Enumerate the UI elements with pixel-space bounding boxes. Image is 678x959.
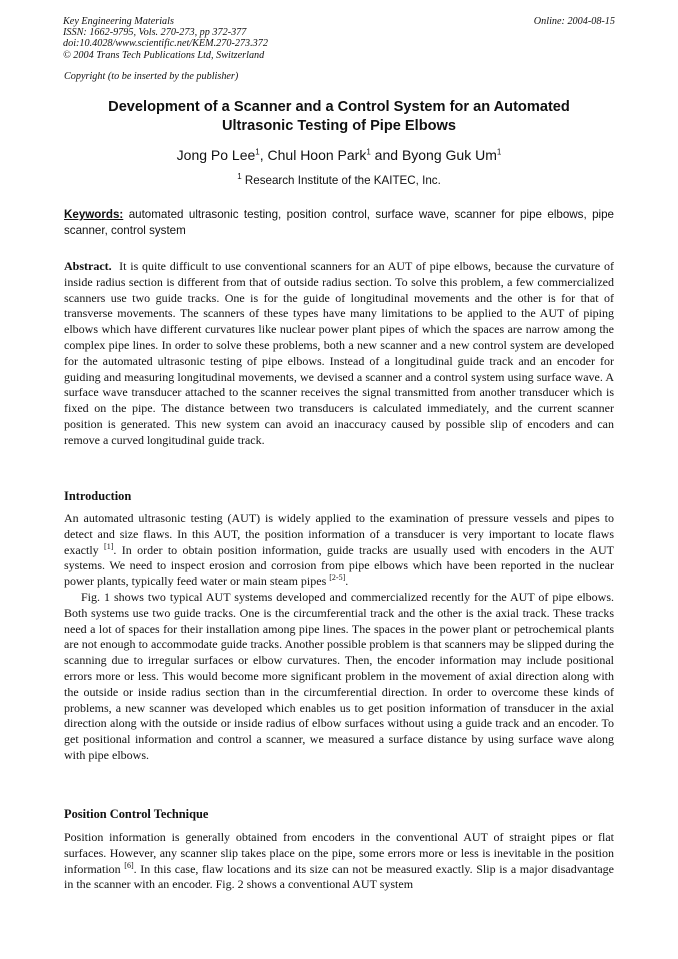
author-2: Chul Hoon Park [267,147,367,163]
keywords-label: Keywords: [64,208,124,221]
citation-6[interactable]: [6] [124,860,134,870]
pc-p1-text-a: Position information is generally obtained from encoders in the conventional AUT of straight pipes or flat surfaces. However, any scanner slip takes place on the pipe, some errors more or less is inevitable in the position information [64,830,614,876]
citation-1[interactable]: [1] [104,541,114,551]
position-control-paragraph-1 [64,830,614,893]
issn-line: ISSN: 1662-9795, Vols. 270-273, pp 372-377 [63,27,247,39]
copyright-note: Copyright (to be inserted by the publisher) [64,71,239,82]
pc-p1-text-b: . In this case, flaw locations and its size can not be measured exactly. Slip is a major disadvantage in the scanner with an encoder. Fig. 2 shows a conventional AUT system [64,861,615,892]
abstract-label: Abstract. [64,259,112,273]
introduction-paragraph-2: Fig. 1 shows two typical AUT systems developed and commercialized recently for the AUT of pipe elbows. Both systems use two guide tracks. One is the circumferential track and the other is the axial track. These tracks need a lot of spaces for their installation among pipe lines. The spaces in the power plant or petrochemical plants are not enough to accommodate guide tracks. Another possible problem is that scanners may be slipped during the scanning due to irregular surfaces or elbow curvatures. Then, the encoder information may include positional errors more or less. This would become more significant problem in the movement of axial direction along with the outside or inside radius section than in the circumferential direction. In order to overcome these kinds of problems, a new scanner was developed which enables us to get position information of transducer in the axial direction along with the outside or inside radius of elbow surfaces without using a guide track and an encoder. To get positional information and control a scanner, we measured a surface distance by using surface wave along with pipe elbows. [64,590,614,762]
affiliation-text: Research Institute of the KAITEC, Inc. [244,174,441,187]
paper-title [64,98,614,135]
affiliation [64,174,614,187]
author-2-affil-mark: 1 [366,147,371,157]
section-heading-position-control: Position Control Technique [64,807,209,821]
publisher-line: © 2004 Trans Tech Publications Ltd, Switzerland [63,49,265,61]
intro-p1-text-a: An automated ultrasonic testing (AUT) is widely applied to the examination of pressure vessels and pipes to detect and size flaws. In this AUT, the position information of a transducer is very important to locate flaws exactly [64,511,614,557]
author-list [64,147,614,163]
author-1: Jong Po Lee [176,147,256,163]
abstract-text: It is quite difficult to use conventional scanners for an AUT of pipe elbows, because the curvature of inside radius section is different from that of outside radius section. To solve this problem, a few commercialized scanners use two guide tracks. One is for the guide of longitudinal movements and the other is for that of transverse movements. The scanners of these types have many limitations to be applied to the AUT of piping elbows which have different curvatures like nuclear power plant pipes of which the spaces are narrow among the complex pipe lines. In order to solve these problems, both a new scanner and a new control system are developed for the automated ultrasonic testing of pipe elbows. Instead of a longitudinal guide track and an encoder for guiding and measuring longitudinal movements, we devised a scanner and a control system using surface wave. A surface wave transducer attached to the scanner receives the signal transmitted from another transducer which is fixed on the pipe. The distance between two transducers is calculated immediately, and the current scanner position is generated. This new system can avoid an inaccuracy caused by possible slip of encoders and can remove a curved longitudinal guide track. [64,259,614,447]
online-date: Online: 2004-08-15 [533,16,615,27]
journal-header [63,16,483,61]
citation-2-5[interactable]: [2-5] [329,573,346,583]
doi-line[interactable]: doi:10.4028/www.scientific.net/KEM.270-273.372 [63,38,268,50]
introduction-paragraph-1 [64,511,614,590]
affiliation-mark: 1 [237,172,242,182]
section-heading-introduction: Introduction [64,489,132,503]
keywords-text: automated ultrasonic testing, position control, surface wave, scanner for pipe elbows, pipe scanner, control system [64,208,614,237]
author-3: Byong Guk Um [401,147,497,163]
title-line-1: Development of a Scanner and a Control System for an Automated [108,99,570,115]
author-1-affil-mark: 1 [255,147,260,157]
journal-name: Key Engineering Materials [63,16,174,27]
abstract-paragraph [64,259,614,449]
author-separator: , [259,147,268,163]
title-line-2: Ultrasonic Testing of Pipe Elbows [221,117,457,134]
author-separator-and: and [370,147,402,163]
author-3-affil-mark: 1 [496,147,502,157]
keywords-block [64,207,614,238]
intro-p1-text-b: . In order to obtain position information, guide tracks are usually used with encoders in the AUT systems. We need to inspect erosion and corrosion from pipe elbows which have been reported in the nuclear power plants, typically feed water or main steam pipes [64,542,615,589]
intro-p1-text-c: . [345,574,349,589]
